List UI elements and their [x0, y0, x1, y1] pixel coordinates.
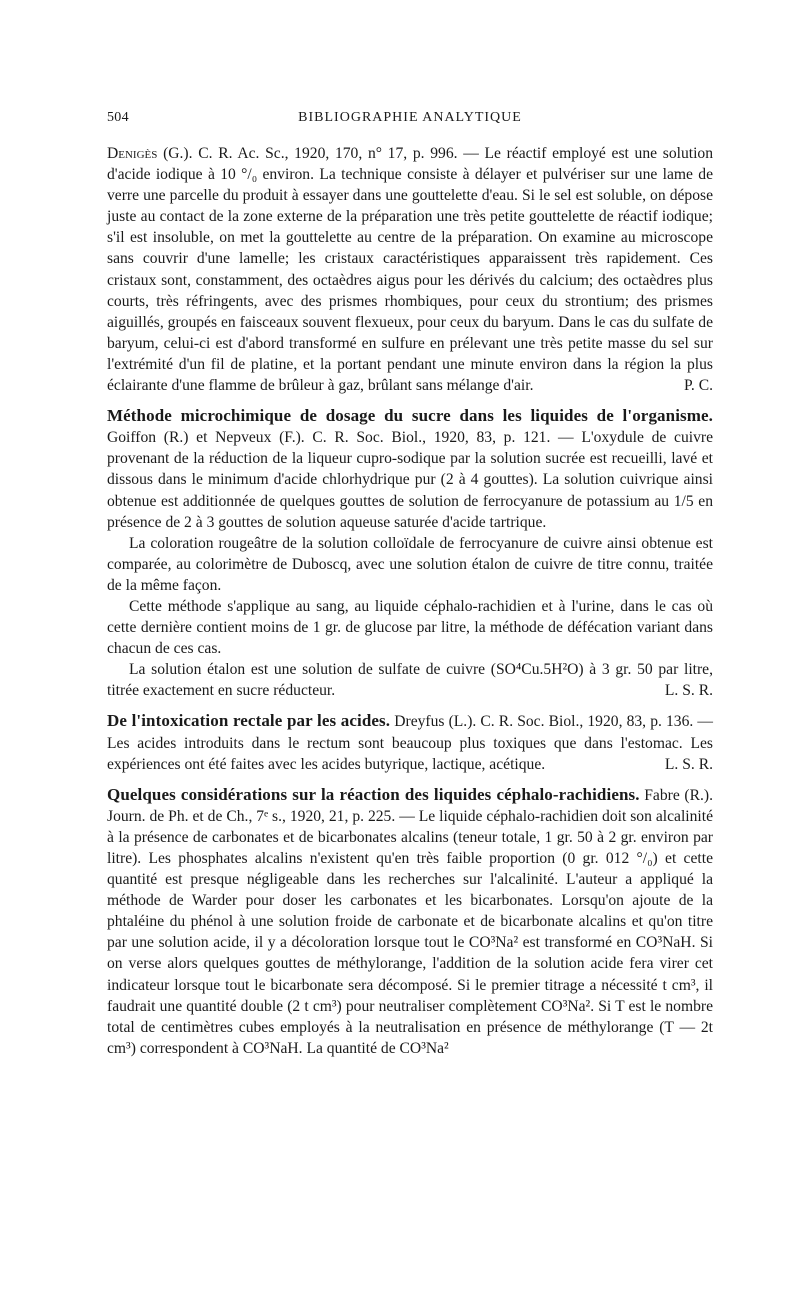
entry-paragraph: Cette méthode s'applique au sang, au liquide céphalo-rachidien et à l'urine, dans le cas où cette dernière contient moins de 1 gr. de glucose par litre, la méthode de défécation variant dans chacun de ces cas.: [107, 597, 713, 658]
entry-text: (G.). C. R. Ac. Sc., 1920, 170, n° 17, p. 996. — Le réactif employé est une solution d'acide iodique à 10 °/₀ environ. La technique consiste à délayer et pulvériser sur une lame de verre une parcelle du produit à essayer dans une gouttelette d'eau. Si le sel est soluble, on dépose juste au contact de la zone externe de la préparation une très petite gouttelette de réactif iodique; s'il est insoluble, on met la gouttelette au centre de la préparation. On examine au microscope sans couvrir d'une lamelle; les cristaux caractéristiques apparaissent très rapidement. Ces cristaux sont, constamment, des octaèdres aigus pour les dérivés du calcium; des octaèdres plus courts, très réfringents, avec des prismes rhombiques, pour ceux du strontium; des prismes aiguillés, groupés en faisceaux souvent flexueux, pour ceux du baryum. Dans le cas du sulfate de baryum, celui-ci est d'abord transformé en sulfure en prélevant une très petite masse du sel sur l'extrémité d'un fil de platine, et la portant pendant une minute environ dans la région la plus éclairante d'une flamme de brûleur à gaz, brûlant sans mélange d'air.: [107, 145, 714, 395]
entry-text: Goiffon (R.) et Nepveux (F.). C. R. Soc. Biol., 1920, 83, p. 121. — L'oxydule de cuivre provenant de la réduction de la liqueur cupro-sodique par la solution sucrée est recueilli, lavé et dissous dans le minimum d'acide chlorhydrique pur (2 à 4 gouttes). La solution cuivrique ainsi obtenue est additionnée de quelques gouttes de solution de ferrocyanure de potassium au 1/5 en présence de 2 à 3 gouttes de solution aqueuse saturée d'acide tartrique.: [107, 429, 713, 531]
entry-dreyfus: [107, 710, 713, 774]
article-body: [107, 143, 713, 1059]
entry-title: Quelques considérations sur la réaction des liquides céphalo-rachidiens.: [107, 784, 640, 804]
running-header: [107, 110, 713, 130]
entry-paragraph: [107, 784, 713, 1059]
entry-paragraph: [107, 710, 713, 774]
running-title: BIBLIOGRAPHIE ANALYTIQUE: [298, 110, 522, 125]
entry-paragraph: [107, 405, 713, 533]
entry-deniges: [107, 143, 713, 396]
entry-paragraph: [107, 659, 713, 701]
entry-paragraph: La coloration rougeâtre de la solution colloïdale de ferrocyanure de cuivre ainsi obtenue est comparée, au colorimètre de Duboscq, avec une solution étalon de cuivre de titre connu, traitée de la même façon.: [107, 534, 713, 594]
entry-signature: L. S. R.: [664, 682, 713, 700]
entry-title: De l'intoxication rectale par les acides.: [107, 711, 391, 731]
entry-text: Dreyfus (L.). C. R. Soc. Biol., 1920, 83, p. 136. — Les acides introduits dans le rectum sont beaucoup plus toxiques que dans l'estomac. Les expériences ont été faites avec les acides butyrique, lactique, acétique.: [107, 713, 713, 773]
entry-text: Fabre (R.). Journ. de Ph. et de Ch., 7ᵉ s., 1920, 21, p. 225. — Le liquide céphalo-rachidien doit son alcalinité à la présence de carbonates et de bicarbonates alcalins (teneur totale, 1 gr. 50 à 2 gr. environ par litre). Les phosphates alcalins n'existent qu'en très faible proportion (0 gr. 012 °/₀) et cette quantité est presque négligeable dans les recherches sur l'alcalinité. L'auteur a appliqué la méthode de Warder pour doser les carbonates et les bicarbonates. Lorsqu'on ajoute de la phtaléine du phénol à une solution froide de carbonate et de bicarbonate alcalins et qu'on titre par une solution acide, il y a décoloration lorsque tout le CO³Na² est transformé en CO³NaH. Si on verse alors quelques gouttes de méthylorange, l'addition de la solution acide fera virer cet indicateur lorsque tout le bicarbonate sera décomposé. Si le premier titrage a nécessité t cm³, il faudrait une quantité double (2 t cm³) pour neutraliser complètement CO³Na². Si T est le nombre total de centimètres cubes employés à la neutralisation en présence de méthylorange (T — 2t cm³) correspondent à CO³NaH. La quantité de CO³Na²: [107, 786, 713, 1057]
entry-title: Méthode microchimique de dosage du sucre dans les liquides de l'organisme.: [107, 406, 713, 426]
entry-goiffon: [107, 405, 713, 701]
entry-author: Denigès: [107, 145, 158, 162]
entry-paragraph: [107, 143, 713, 396]
page-number: 504: [107, 110, 129, 125]
entry-signature: L. S. R.: [664, 755, 713, 773]
entry-signature: P. C.: [683, 377, 713, 395]
entry-text: La solution étalon est une solution de sulfate de cuivre (SO⁴Cu.5H²O) à 3 gr. 50 par litre, titrée exactement en sucre réducteur.: [107, 661, 713, 700]
entry-fabre: [107, 784, 713, 1059]
